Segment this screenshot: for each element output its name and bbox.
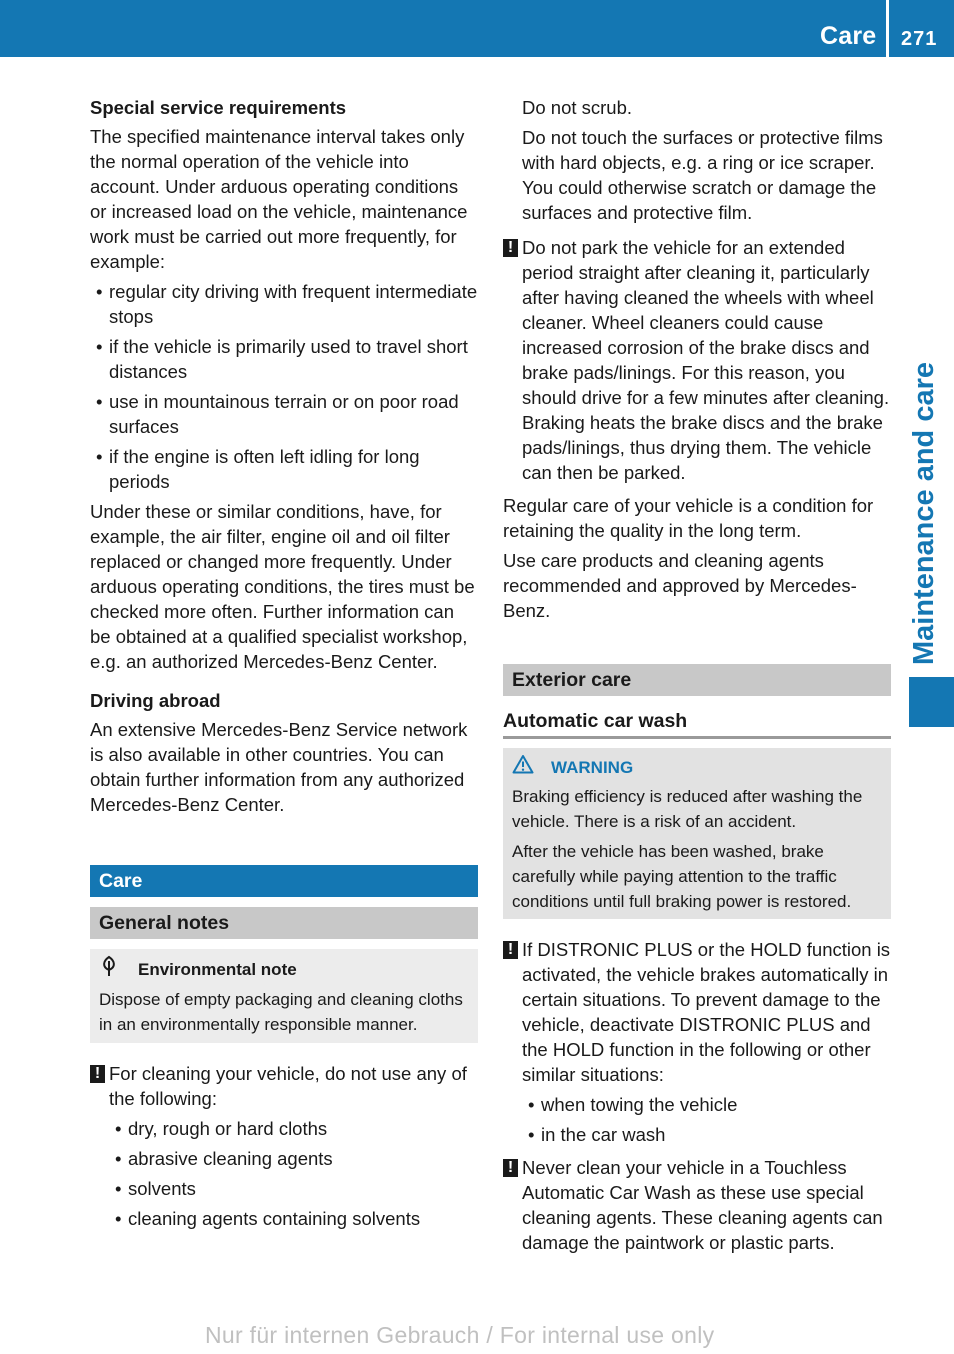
- page-header-bar: [0, 0, 954, 57]
- regular-care-text: Regular care of your vehicle is a condition for retaining the quality in the long term.: [503, 495, 874, 541]
- exterior-care-heading: Exterior care: [503, 664, 891, 696]
- left-column: [90, 95, 478, 1236]
- warning-title: WARNING: [551, 758, 634, 777]
- list-item: • regular city driving with frequent intermediate stops: [90, 279, 478, 329]
- special-service-heading: Special service requirements: [90, 97, 347, 118]
- list-item: • if the engine is often left idling for long periods: [90, 444, 478, 494]
- cleaning-caution-list: [90, 1116, 478, 1231]
- park-caution-text: Do not park the vehicle for an extended period straight after cleaning it, particularly after having cleaned the wheels with wheel cleaner. Wheel cleaners could cause increased corrosion of the brake discs and brake pads/linings. For this reason, you should drive for a few minutes after cleaning. Braking heats the brake discs and the brake pads/linings, thus drying them. The vehicle can then be parked.: [522, 237, 890, 483]
- environmental-note: [90, 949, 478, 1043]
- warning-text-2: After the vehicle has been washed, brake carefully while paying attention to the traffic conditions until full braking power is restored.: [512, 842, 852, 911]
- environmental-note-text: Dispose of empty packaging and cleaning cloths in an environmentally responsible manner.: [99, 990, 463, 1034]
- chapter-tab-marker: [909, 677, 954, 727]
- driving-abroad-heading: Driving abroad: [90, 690, 221, 711]
- exclamation-icon: !: [503, 1159, 518, 1177]
- environmental-note-title: Environmental note: [138, 960, 297, 979]
- use-products-text: Use care products and cleaning agents recommended and approved by Mercedes-Benz.: [503, 550, 857, 621]
- list-item: • abrasive cleaning agents: [90, 1146, 478, 1171]
- warning-box: [503, 748, 891, 919]
- touchless-caution-text: Never clean your vehicle in a Touchless Automatic Car Wash as these use special cleaning agents. These cleaning agents can damage the paintwork or plastic parts.: [522, 1157, 883, 1253]
- list-item: • in the car wash: [503, 1122, 891, 1147]
- section-title: Care: [820, 22, 877, 50]
- page-number: 271: [901, 28, 938, 50]
- special-service-outro: Under these or similar conditions, have, for example, the air filter, engine oil and oil filter replaced or changed more frequently. Under arduous operating conditions, the tires must be checked more often. Further information can be obtained at a qualified specialist workshop, e.g. an authorized Mercedes-Benz Center.: [90, 501, 475, 672]
- special-service-list: [90, 279, 478, 494]
- do-not-touch: Do not touch the surfaces or protective films with hard objects, e.g. a ring or ice scraper. You could otherwise scratch or damage the surfaces and protective film.: [522, 127, 883, 223]
- do-not-scrub: Do not scrub.: [522, 97, 633, 118]
- distronic-caution-list: [503, 1092, 891, 1147]
- exclamation-icon: !: [503, 941, 518, 959]
- internal-use-watermark: Nur für internen Gebrauch / For internal use only: [205, 1322, 715, 1348]
- general-notes-heading: General notes: [90, 907, 478, 939]
- care-section-heading: Care: [90, 865, 478, 897]
- warning-triangle-icon: [512, 754, 551, 781]
- right-column: [503, 95, 891, 1260]
- touchless-caution: [503, 1155, 891, 1255]
- exclamation-icon: !: [90, 1065, 105, 1083]
- list-item: • use in mountainous terrain or on poor road surfaces: [90, 389, 478, 439]
- list-item: • cleaning agents containing solvents: [90, 1206, 478, 1231]
- special-service-intro: The specified maintenance interval takes only the normal operation of the vehicle into account. Under arduous operating conditions or increased load on the vehicle, maintenance work must be carried out more frequently, for example:: [90, 126, 468, 272]
- list-item: • dry, rough or hard cloths: [90, 1116, 478, 1141]
- cleaning-caution: [90, 1061, 478, 1111]
- chapter-tab: [907, 362, 940, 665]
- distronic-caution-text: If DISTRONIC PLUS or the HOLD function is activated, the vehicle brakes automatically in certain situations. To prevent damage to the vehicle, deactivate DISTRONIC PLUS and the HOLD function in the following or other similar situations:: [522, 939, 891, 1085]
- list-item: • solvents: [90, 1176, 478, 1201]
- leaf-icon: [99, 955, 138, 984]
- warning-text-1: Braking efficiency is reduced after washing the vehicle. There is a risk of an accident.: [512, 787, 863, 831]
- list-item: • when towing the vehicle: [503, 1092, 891, 1117]
- chapter-label: Maintenance and care: [908, 362, 940, 665]
- park-caution: [503, 235, 891, 485]
- automatic-car-wash-heading: Automatic car wash: [503, 709, 891, 739]
- header-divider: [886, 0, 889, 57]
- exclamation-icon: !: [503, 239, 518, 257]
- driving-abroad-text: An extensive Mercedes-Benz Service network is also available in other countries. You can obtain further information from any authorized Mercedes-Benz Center.: [90, 719, 468, 815]
- cleaning-caution-text: For cleaning your vehicle, do not use any of the following:: [109, 1063, 467, 1109]
- distronic-caution: [503, 937, 891, 1087]
- list-item: • if the vehicle is primarily used to travel short distances: [90, 334, 478, 384]
